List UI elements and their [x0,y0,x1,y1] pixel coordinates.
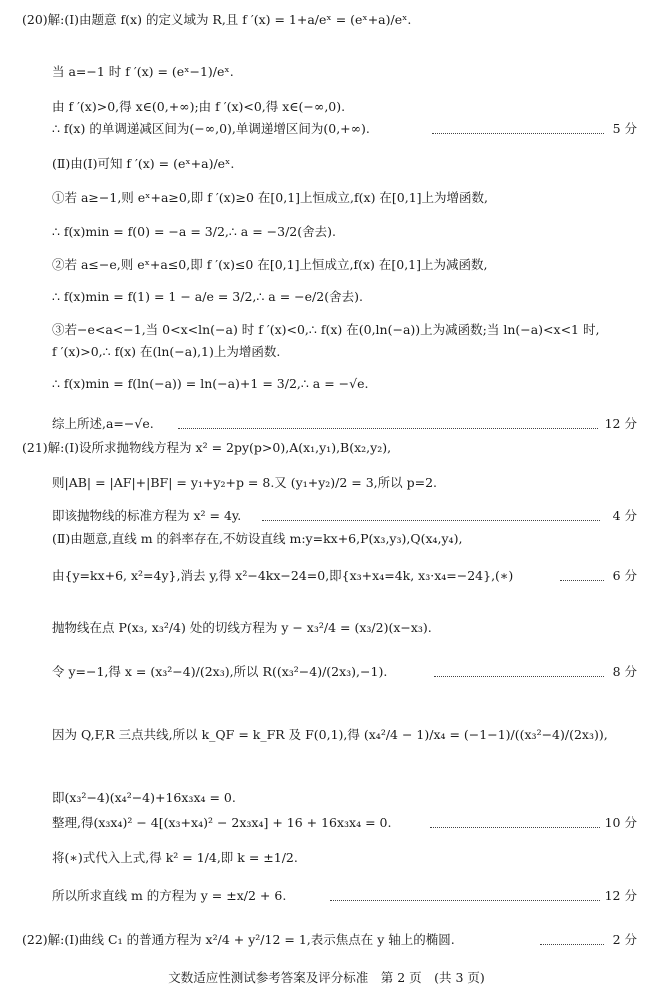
leader-dots [178,428,598,429]
leader-dots [432,133,604,134]
score-6: 6 分 [612,568,637,583]
p20-line-12: 综上所述,a=−√e. [52,416,154,431]
p21-line-2: 即该抛物线的标准方程为 x² = 4y. [52,508,242,523]
p21-line-4: 由{y=kx+6, x²=4y},消去 y,得 x²−4kx−24=0,即{x₃+x₄=4k, x₃·x₄=−24},(∗) [52,568,514,583]
p21-line-7: 因为 Q,F,R 三点共线,所以 k_QF = k_FR 及 F(0,1),得 (x₄²/4 − 1)/x₄ = (−1−1)/((x₃²−4)/(2x₃)), [52,727,608,742]
p20-line-6: ∴ f(x)min = f(0) = −a = 3/2,∴ a = −3/2(舍去). [52,224,336,239]
p22-heading: (22)解:(Ⅰ)曲线 C₁ 的普通方程为 x²/4 + y²/12 = 1,表示焦点在 y 轴上的椭圆. [22,932,455,947]
page-footer: 文数适应性测试参考答案及评分标准 第 2 页 (共 3 页) [168,970,485,985]
score-12: 12 分 [604,888,637,903]
score-12: 12 分 [604,416,637,431]
score-5: 5 分 [612,121,637,136]
p21-line-11: 所以所求直线 m 的方程为 y = ±x/2 + 6. [52,888,287,903]
p21-heading: (21)解:(Ⅰ)设所求抛物线方程为 x² = 2py(p>0),A(x₁,y₁),B(x₂,y₂), [22,440,392,455]
leader-dots [430,827,600,828]
p20-line-3: ∴ f(x) 的单调递减区间为(−∞,0),单调递增区间为(0,+∞). [52,121,370,136]
score-10: 10 分 [604,815,637,830]
p20-line-4: (Ⅱ)由(Ⅰ)可知 f ′(x) = (eˣ+a)/eˣ. [52,156,235,171]
p21-line-3: (Ⅱ)由题意,直线 m 的斜率存在,不妨设直线 m:y=kx+6,P(x₃,y₃),Q(x₄,y₄), [52,531,463,546]
score-2: 2 分 [612,932,637,947]
p20-line-2: 由 f ′(x)>0,得 x∈(0,+∞);由 f ′(x)<0,得 x∈(−∞,0). [52,99,346,114]
p21-line-9: 整理,得(x₃x₄)² − 4[(x₃+x₄)² − 2x₃x₄] + 16 + 16x₃x₄ = 0. [52,815,392,830]
leader-dots [560,580,604,581]
p21-line-10: 将(∗)式代入上式,得 k² = 1/4,即 k = ±1/2. [52,850,298,865]
leader-dots [434,676,604,677]
p20-heading: (20)解:(Ⅰ)由题意 f(x) 的定义域为 R,且 f ′(x) = 1+a/eˣ = (eˣ+a)/eˣ. [22,12,412,27]
score-8: 8 分 [612,664,637,679]
p21-line-5: 抛物线在点 P(x₃, x₃²/4) 处的切线方程为 y − x₃²/4 = (x₃/2)(x−x₃). [52,620,432,635]
p20-line-5: ①若 a≥−1,则 eˣ+a≥0,即 f ′(x)≥0 在[0,1]上恒成立,f(x) 在[0,1]上为增函数, [52,190,489,205]
p20-line-11: ∴ f(x)min = f(ln(−a)) = ln(−a)+1 = 3/2,∴ a = −√e. [52,376,369,391]
p21-line-8: 即(x₃²−4)(x₄²−4)+16x₃x₄ = 0. [52,790,236,805]
p20-line-9: ③若−e<a<−1,当 0<x<ln(−a) 时 f ′(x)<0,∴ f(x) 在(0,ln(−a))上为减函数;当 ln(−a)<x<1 时, [52,322,600,337]
p21-line-1: 则|AB| = |AF|+|BF| = y₁+y₂+p = 8.又 (y₁+y₂)/2 = 3,所以 p=2. [52,475,438,490]
leader-dots [262,520,600,521]
p21-line-6: 令 y=−1,得 x = (x₃²−4)/(2x₃),所以 R((x₃²−4)/(2x₃),−1). [52,664,388,679]
p20-line-8: ∴ f(x)min = f(1) = 1 − a/e = 3/2,∴ a = −e/2(舍去). [52,289,363,304]
p20-line-1: 当 a=−1 时 f ′(x) = (eˣ−1)/eˣ. [52,64,234,79]
p20-line-7: ②若 a≤−e,则 eˣ+a≤0,即 f ′(x)≤0 在[0,1]上恒成立,f(x) 在[0,1]上为减函数, [52,257,488,272]
p20-line-10: f ′(x)>0,∴ f(x) 在(ln(−a),1)上为增函数. [52,344,281,359]
leader-dots [540,944,604,945]
leader-dots [330,900,600,901]
score-4: 4 分 [612,508,637,523]
